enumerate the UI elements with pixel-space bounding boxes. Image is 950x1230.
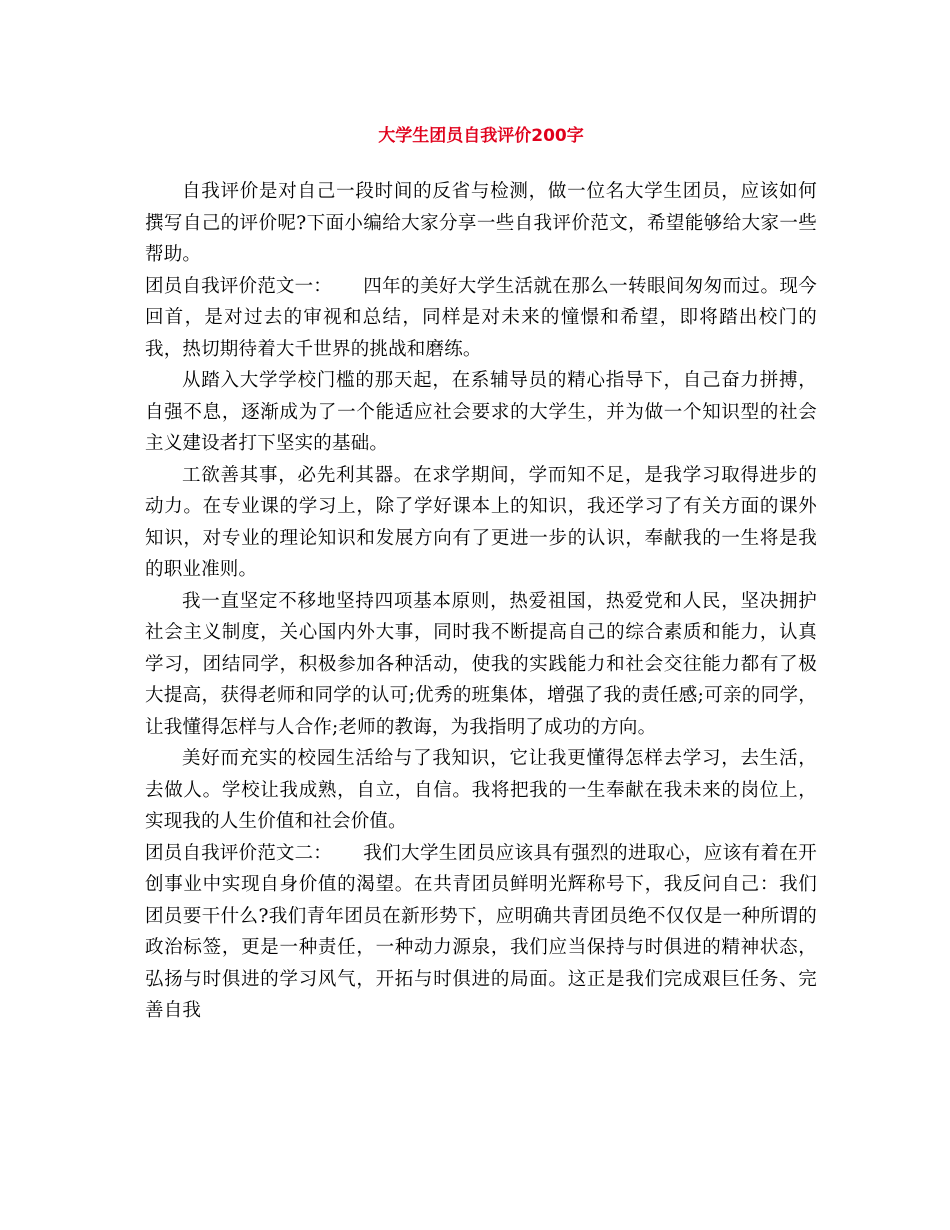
sample2-label: 团员自我评价范文二：	[145, 842, 333, 864]
document-title: 大学生团员自我评价200字	[378, 126, 584, 146]
sample1-paragraph-3: 我一直坚定不移地坚持四项基本原则，热爱祖国，热爱党和人民，坚决拥护社会主义制度，关心国内外大事，同时我不断提高自己的综合素质和能力，认真学习，团结同学，积极参加各种活动，使我的实践能力和社会交往能力都有了极大提高，获得老师和同学的认可;优秀的班集体，增强了我的责任感;可亲的同学，让我懂得怎样与人合作;老师的教诲，为我指明了成功的方向。	[145, 590, 817, 738]
document-page	[145, 118, 817, 1027]
sample1-label: 团员自我评价范文一：	[145, 275, 333, 297]
sample1-paragraph-2: 工欲善其事，必先利其器。在求学期间，学而知不足，是我学习取得进步的动力。在专业课的学习上，除了学好课本上的知识，我还学习了有关方面的课外知识，对专业的理论知识和发展方向有了更进一步的认识，奉献我的一生将是我的职业准则。	[145, 464, 817, 580]
sample1-lead-text: 四年的美好大学生活就在那么一转眼间匆匆而过。现今回首，是对过去的审视和总结，同样是对未来的憧憬和希望，即将踏出校门的我，热切期待着大千世界的挑战和磨练。	[145, 275, 817, 360]
sample1-paragraph-4: 美好而充实的校园生活给与了我知识，它让我更懂得怎样去学习，去生活，去做人。学校让我成熟，自立，自信。我将把我的一生奉献在我未来的岗位上，实现我的人生价值和社会价值。	[145, 748, 817, 832]
sample1-paragraph-1: 从踏入大学学校门槛的那天起，在系辅导员的精心指导下，自己奋力拼搏，自强不息，逐渐成为了一个能适应社会要求的大学生，并为做一个知识型的社会主义建设者打下坚实的基础。	[145, 370, 817, 454]
sample2-lead-text: 我们大学生团员应该具有强烈的进取心，应该有着在开创事业中实现自身价值的渴望。在共青团员鲜明光辉称号下，我反问自己：我们团员要干什么?我们青年团员在新形势下，应明确共青团员绝不仅仅是一种所谓的政治标签，更是一种责任，一种动力源泉，我们应当保持与时俱进的精神状态，弘扬与时俱进的学习风气，开拓与时俱进的局面。这正是我们完成艰巨任务、完善自我	[145, 842, 817, 1021]
sample1-lead-paragraph	[145, 271, 817, 366]
intro-paragraph: 自我评价是对自己一段时间的反省与检测，做一位名大学生团员，应该如何撰写自己的评价呢?下面小编给大家分享一些自我评价范文，希望能够给大家一些帮助。	[145, 181, 817, 265]
sample2-lead-paragraph	[145, 838, 817, 1027]
